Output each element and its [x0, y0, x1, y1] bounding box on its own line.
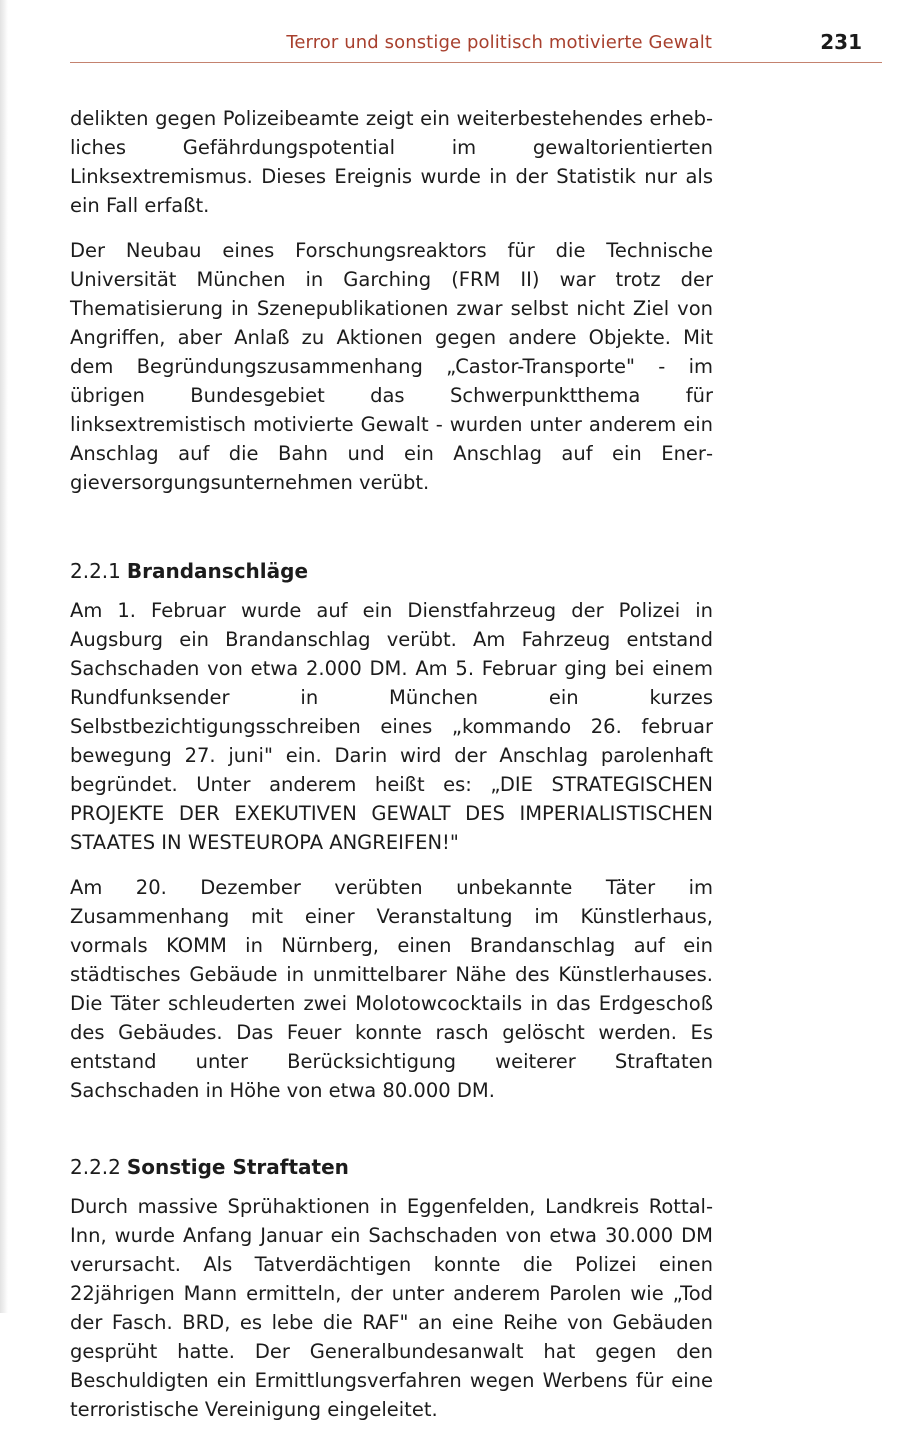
paragraph-continued: delikten gegen Polizeibeamte zeigt ein weiterbestehendes erhebliches Gefährdungspotential im gewaltorientierten Linksextremismus. Dieses Ereignis wurde in der Statistik nur als ein Fall erfaßt. [70, 107, 713, 217]
header-divider [70, 62, 882, 63]
section-heading-sonstige-straftaten [70, 1153, 713, 1182]
section-number: 2.2.1 [70, 559, 121, 583]
paragraph-augsburg: Am 1. Februar wurde auf ein Dienstfahrzeug der Polizei in Augsburg ein Brandanschlag verübt. Am Fahrzeug entstand Sachschaden von etwa 2.000 DM. Am 5. Februar ging bei einem Rundfunksender in München ein kurzes Selbstbezichtigungsschreiben eines „kommando 26. februar bewegung 27. juni" ein. Darin wird der Anschlag parolenhaft begründet. Unter anderem heißt es: „DIE STRATEGISCHEN PROJEKTE DER EXEKUTIVEN GEWALT DES IMPERIALISTISCHEN STAATES IN WESTEUROPA ANGREIFEN!" [70, 599, 713, 854]
paragraph-nuernberg: Am 20. Dezember verübten unbekannte Täter im Zusammenhang mit einer Veranstaltung im Künstlerhaus, vormals KOMM in Nürnberg, einen Brandanschlag auf ein städtisches Gebäude in unmittelbarer Nähe des Künstlerhauses. Die Täter schleuderten zwei Molotowcocktails in das Erdgeschoß des Gebäudes. Das Feuer konnte rasch gelöscht werden. Es entstand unter Berücksichtigung weiterer Straftaten Sachschaden in Höhe von etwa 80.000 DM. [70, 876, 713, 1102]
page-number: 231 [820, 30, 862, 54]
section-heading-brandanschlaege [70, 557, 713, 586]
running-header-title: Terror und sonstige politisch motivierte Gewalt [286, 32, 712, 53]
page-body [70, 104, 713, 1440]
section-title: Sonstige Straftaten [126, 1155, 349, 1179]
section-title: Brandanschläge [126, 559, 309, 583]
page-edge-shadow [0, 0, 8, 1313]
paragraph-frm-ii: Der Neubau eines Forschungsreaktors für die Technische Universität München in Garching (FRM II) war trotz der Thematisierung in Szenepublikationen zwar selbst nicht Ziel von Angriffen, aber Anlaß zu Aktionen gegen andere Objekte. Mit dem Begründungszusammenhang „Castor-Transporte" - im übrigen Bundesgebiet das Schwerpunktthema für linksextremistisch motivierte Gewalt - wurden unter anderem ein Anschlag auf die Bahn und ein Anschlag auf ein Energieversorgungsunternehmen verübt. [70, 239, 713, 494]
section-number: 2.2.2 [70, 1155, 121, 1179]
paragraph-eggenfelden: Durch massive Sprühaktionen in Eggenfelden, Landkreis Rottal-Inn, wurde Anfang Januar ein Sachschaden von etwa 30.000 DM verursacht. Als Tatverdächtigen konnte die Polizei einen 22jährigen Mann ermitteln, der unter anderem Parolen wie „Tod der Fasch. BRD, es lebe die RAF" an eine Reihe von Gebäuden gesprüht hatte. Der Generalbundesanwalt hat gegen den Beschuldigten ein Ermittlungsverfahren wegen Werbens für eine terroristische Vereinigung eingeleitet. [70, 1195, 713, 1421]
running-header [70, 30, 882, 60]
